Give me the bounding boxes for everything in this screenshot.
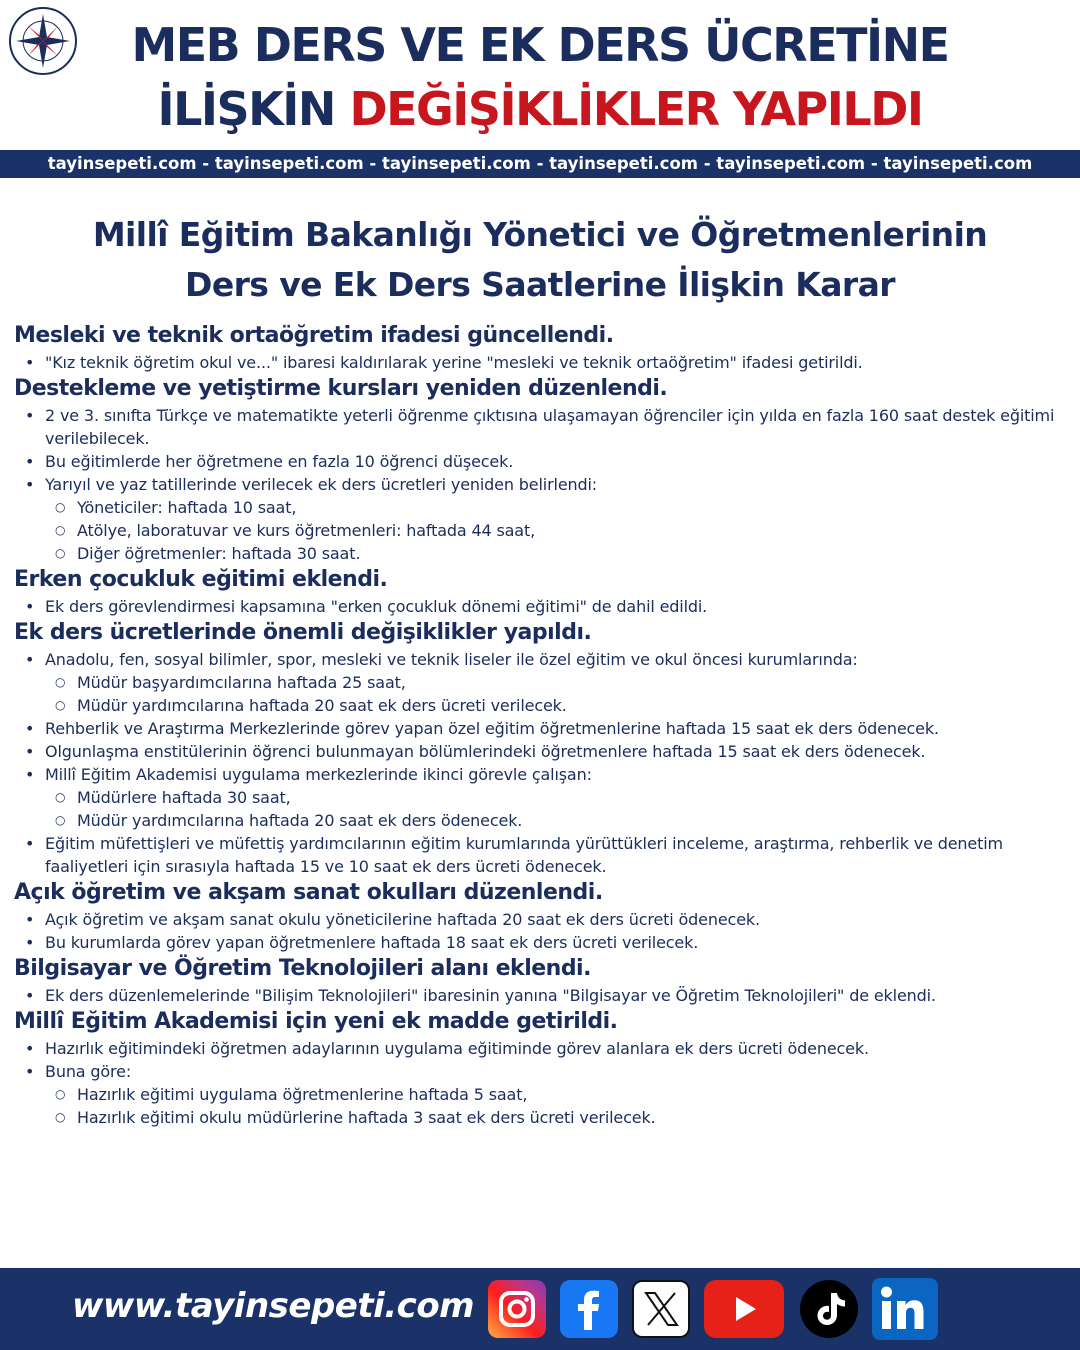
sub-bullet-list bbox=[45, 786, 1064, 832]
bullet-item bbox=[45, 1037, 1064, 1060]
bullet-list bbox=[14, 351, 1064, 374]
sub-bullet-list bbox=[45, 496, 1064, 565]
bullet-item bbox=[45, 450, 1064, 473]
section-heading: Açık öğretim ve akşam sanat okulları düzenlendi. bbox=[14, 880, 603, 905]
headline-line1: MEB DERS VE EK DERS ÜCRETİNE bbox=[131, 18, 949, 72]
sub-bullet-list bbox=[45, 1083, 1064, 1129]
sub-bullet-item: ○ Hazırlık eğitimi okulu müdürlerine haftada 3 saat ek ders ücreti verilecek. bbox=[77, 1106, 1064, 1129]
bullet-item bbox=[45, 984, 1064, 1007]
bullet-list bbox=[14, 984, 1064, 1007]
bullet-text: Rehberlik ve Araştırma Merkezlerinde görev yapan özel eğitim öğretmenlerine haftada 15 saat ek ders ödenecek. bbox=[45, 719, 939, 738]
document-title-line1: Millî Eğitim Bakanlığı Yönetici ve Öğretmenlerinin bbox=[92, 215, 988, 254]
section-heading: Destekleme ve yetiştirme kursları yeniden düzenlendi. bbox=[14, 376, 668, 401]
tiktok-icon[interactable] bbox=[800, 1280, 858, 1338]
bullet-text: Ek ders görevlendirmesi kapsamına "erken çocukluk dönemi eğitimi" de dahil edildi. bbox=[45, 597, 708, 616]
content-body bbox=[14, 321, 1064, 1129]
bullet-text: Olgunlaşma enstitülerinin öğrenci bulunmayan bölümlerindeki öğretmenlere haftada 15 saat ek ders ödenecek. bbox=[45, 742, 926, 761]
bullet-item bbox=[45, 648, 1064, 717]
youtube-icon[interactable] bbox=[704, 1280, 784, 1338]
bullet-item bbox=[45, 595, 1064, 618]
document-title bbox=[0, 210, 1080, 310]
section-heading: Mesleki ve teknik ortaöğretim ifadesi güncellendi. bbox=[14, 323, 614, 348]
bullet-item bbox=[45, 832, 1064, 878]
bullet-text: "Kız teknik öğretim okul ve..." ibaresi kaldırılarak yerine "mesleki ve teknik ortaöğretim" ifadesi getirildi. bbox=[45, 353, 863, 372]
facebook-icon[interactable] bbox=[560, 1280, 618, 1338]
bullet-item bbox=[45, 908, 1064, 931]
sub-bullet-item: ○ Yöneticiler: haftada 10 saat, bbox=[77, 496, 1064, 519]
website-link[interactable]: www.tayinsepeti.com bbox=[72, 1286, 475, 1326]
bullet-text: Bu eğitimlerde her öğretmene en fazla 10 öğrenci düşecek. bbox=[45, 452, 514, 471]
bullet-text: Ek ders düzenlemelerinde "Bilişim Teknolojileri" ibaresinin yanına "Bilgisayar ve Öğretim Teknolojileri" de eklendi. bbox=[45, 986, 936, 1005]
bullet-item bbox=[45, 351, 1064, 374]
sub-bullet-item: ○ Müdür başyardımcılarına haftada 25 saat, bbox=[77, 671, 1064, 694]
section-heading: Bilgisayar ve Öğretim Teknolojileri alanı eklendi. bbox=[14, 956, 591, 981]
footer-band bbox=[0, 1268, 1080, 1350]
bullet-item bbox=[45, 473, 1064, 565]
bullet-text: Millî Eğitim Akademisi uygulama merkezlerinde ikinci görevle çalışan: bbox=[45, 765, 592, 784]
bullet-text: 2 ve 3. sınıfta Türkçe ve matematikte yeterli öğrenme çıktısına ulaşamayan öğrenciler için yılda en fazla 160 saat destek eğitimi verilebilecek. bbox=[45, 406, 1055, 448]
bullet-item bbox=[45, 717, 1064, 740]
bullet-item bbox=[45, 740, 1064, 763]
headline-line2 bbox=[0, 82, 1080, 136]
bullet-text: Anadolu, fen, sosyal bilimler, spor, mesleki ve teknik liseler ile özel eğitim ve okul öncesi kurumlarında: bbox=[45, 650, 858, 669]
sub-bullet-item: ○ Atölye, laboratuvar ve kurs öğretmenleri: haftada 44 saat, bbox=[77, 519, 1064, 542]
ticker-band: tayinsepeti.com - tayinsepeti.com - tayinsepeti.com - tayinsepeti.com - tayinsepeti.com - tayinsepeti.com bbox=[0, 150, 1080, 178]
section-heading: Millî Eğitim Akademisi için yeni ek madde getirildi. bbox=[14, 1009, 618, 1034]
sub-bullet-list bbox=[45, 671, 1064, 717]
bullet-item bbox=[45, 763, 1064, 832]
instagram-icon[interactable] bbox=[488, 1280, 546, 1338]
x-icon[interactable] bbox=[632, 1280, 690, 1338]
bullet-item bbox=[45, 931, 1064, 954]
headline-part2: DEĞİŞİKLİKLER YAPILDI bbox=[349, 82, 923, 136]
bullet-text: Bu kurumlarda görev yapan öğretmenlere haftada 18 saat ek ders ücreti verilecek. bbox=[45, 933, 699, 952]
section-heading: Ek ders ücretlerinde önemli değişiklikler yapıldı. bbox=[14, 620, 592, 645]
bullet-text: Buna göre: bbox=[45, 1062, 132, 1081]
headline-part1: İLİŞKİN bbox=[157, 82, 335, 136]
document-title-line2: Ders ve Ek Ders Saatlerine İlişkin Karar bbox=[185, 265, 895, 304]
bullet-list bbox=[14, 595, 1064, 618]
bullet-text: Eğitim müfettişleri ve müfettiş yardımcılarının eğitim kurumlarında yürüttükleri inceleme, araştırma, rehberlik ve denetim faaliyetleri için sırasıyla haftada 15 ve 10 saat ek ders ücreti ödenecek. bbox=[45, 834, 1003, 876]
sub-bullet-item: ○ Diğer öğretmenler: haftada 30 saat. bbox=[77, 542, 1064, 565]
bullet-item bbox=[45, 404, 1064, 450]
bullet-text: Açık öğretim ve akşam sanat okulu yöneticilerine haftada 20 saat ek ders ücreti ödenecek. bbox=[45, 910, 760, 929]
section-heading: Erken çocukluk eğitimi eklendi. bbox=[14, 567, 388, 592]
bullet-item bbox=[45, 1060, 1064, 1129]
bullet-text: Yarıyıl ve yaz tatillerinde verilecek ek ders ücretleri yeniden belirlendi: bbox=[45, 475, 598, 494]
bullet-list bbox=[14, 1037, 1064, 1129]
bullet-list bbox=[14, 648, 1064, 878]
sub-bullet-item: ○ Müdür yardımcılarına haftada 20 saat ek ders ücreti verilecek. bbox=[77, 694, 1064, 717]
linkedin-icon[interactable] bbox=[872, 1278, 938, 1340]
bullet-list bbox=[14, 404, 1064, 565]
sub-bullet-item: ○ Hazırlık eğitimi uygulama öğretmenlerine haftada 5 saat, bbox=[77, 1083, 1064, 1106]
bullet-list bbox=[14, 908, 1064, 954]
sub-bullet-item: ○ Müdürlere haftada 30 saat, bbox=[77, 786, 1064, 809]
bullet-text: Hazırlık eğitimindeki öğretmen adaylarının uygulama eğitiminde görev alanlara ek ders ücreti ödenecek. bbox=[45, 1039, 869, 1058]
sub-bullet-item: ○ Müdür yardımcılarına haftada 20 saat ek ders ödenecek. bbox=[77, 809, 1064, 832]
